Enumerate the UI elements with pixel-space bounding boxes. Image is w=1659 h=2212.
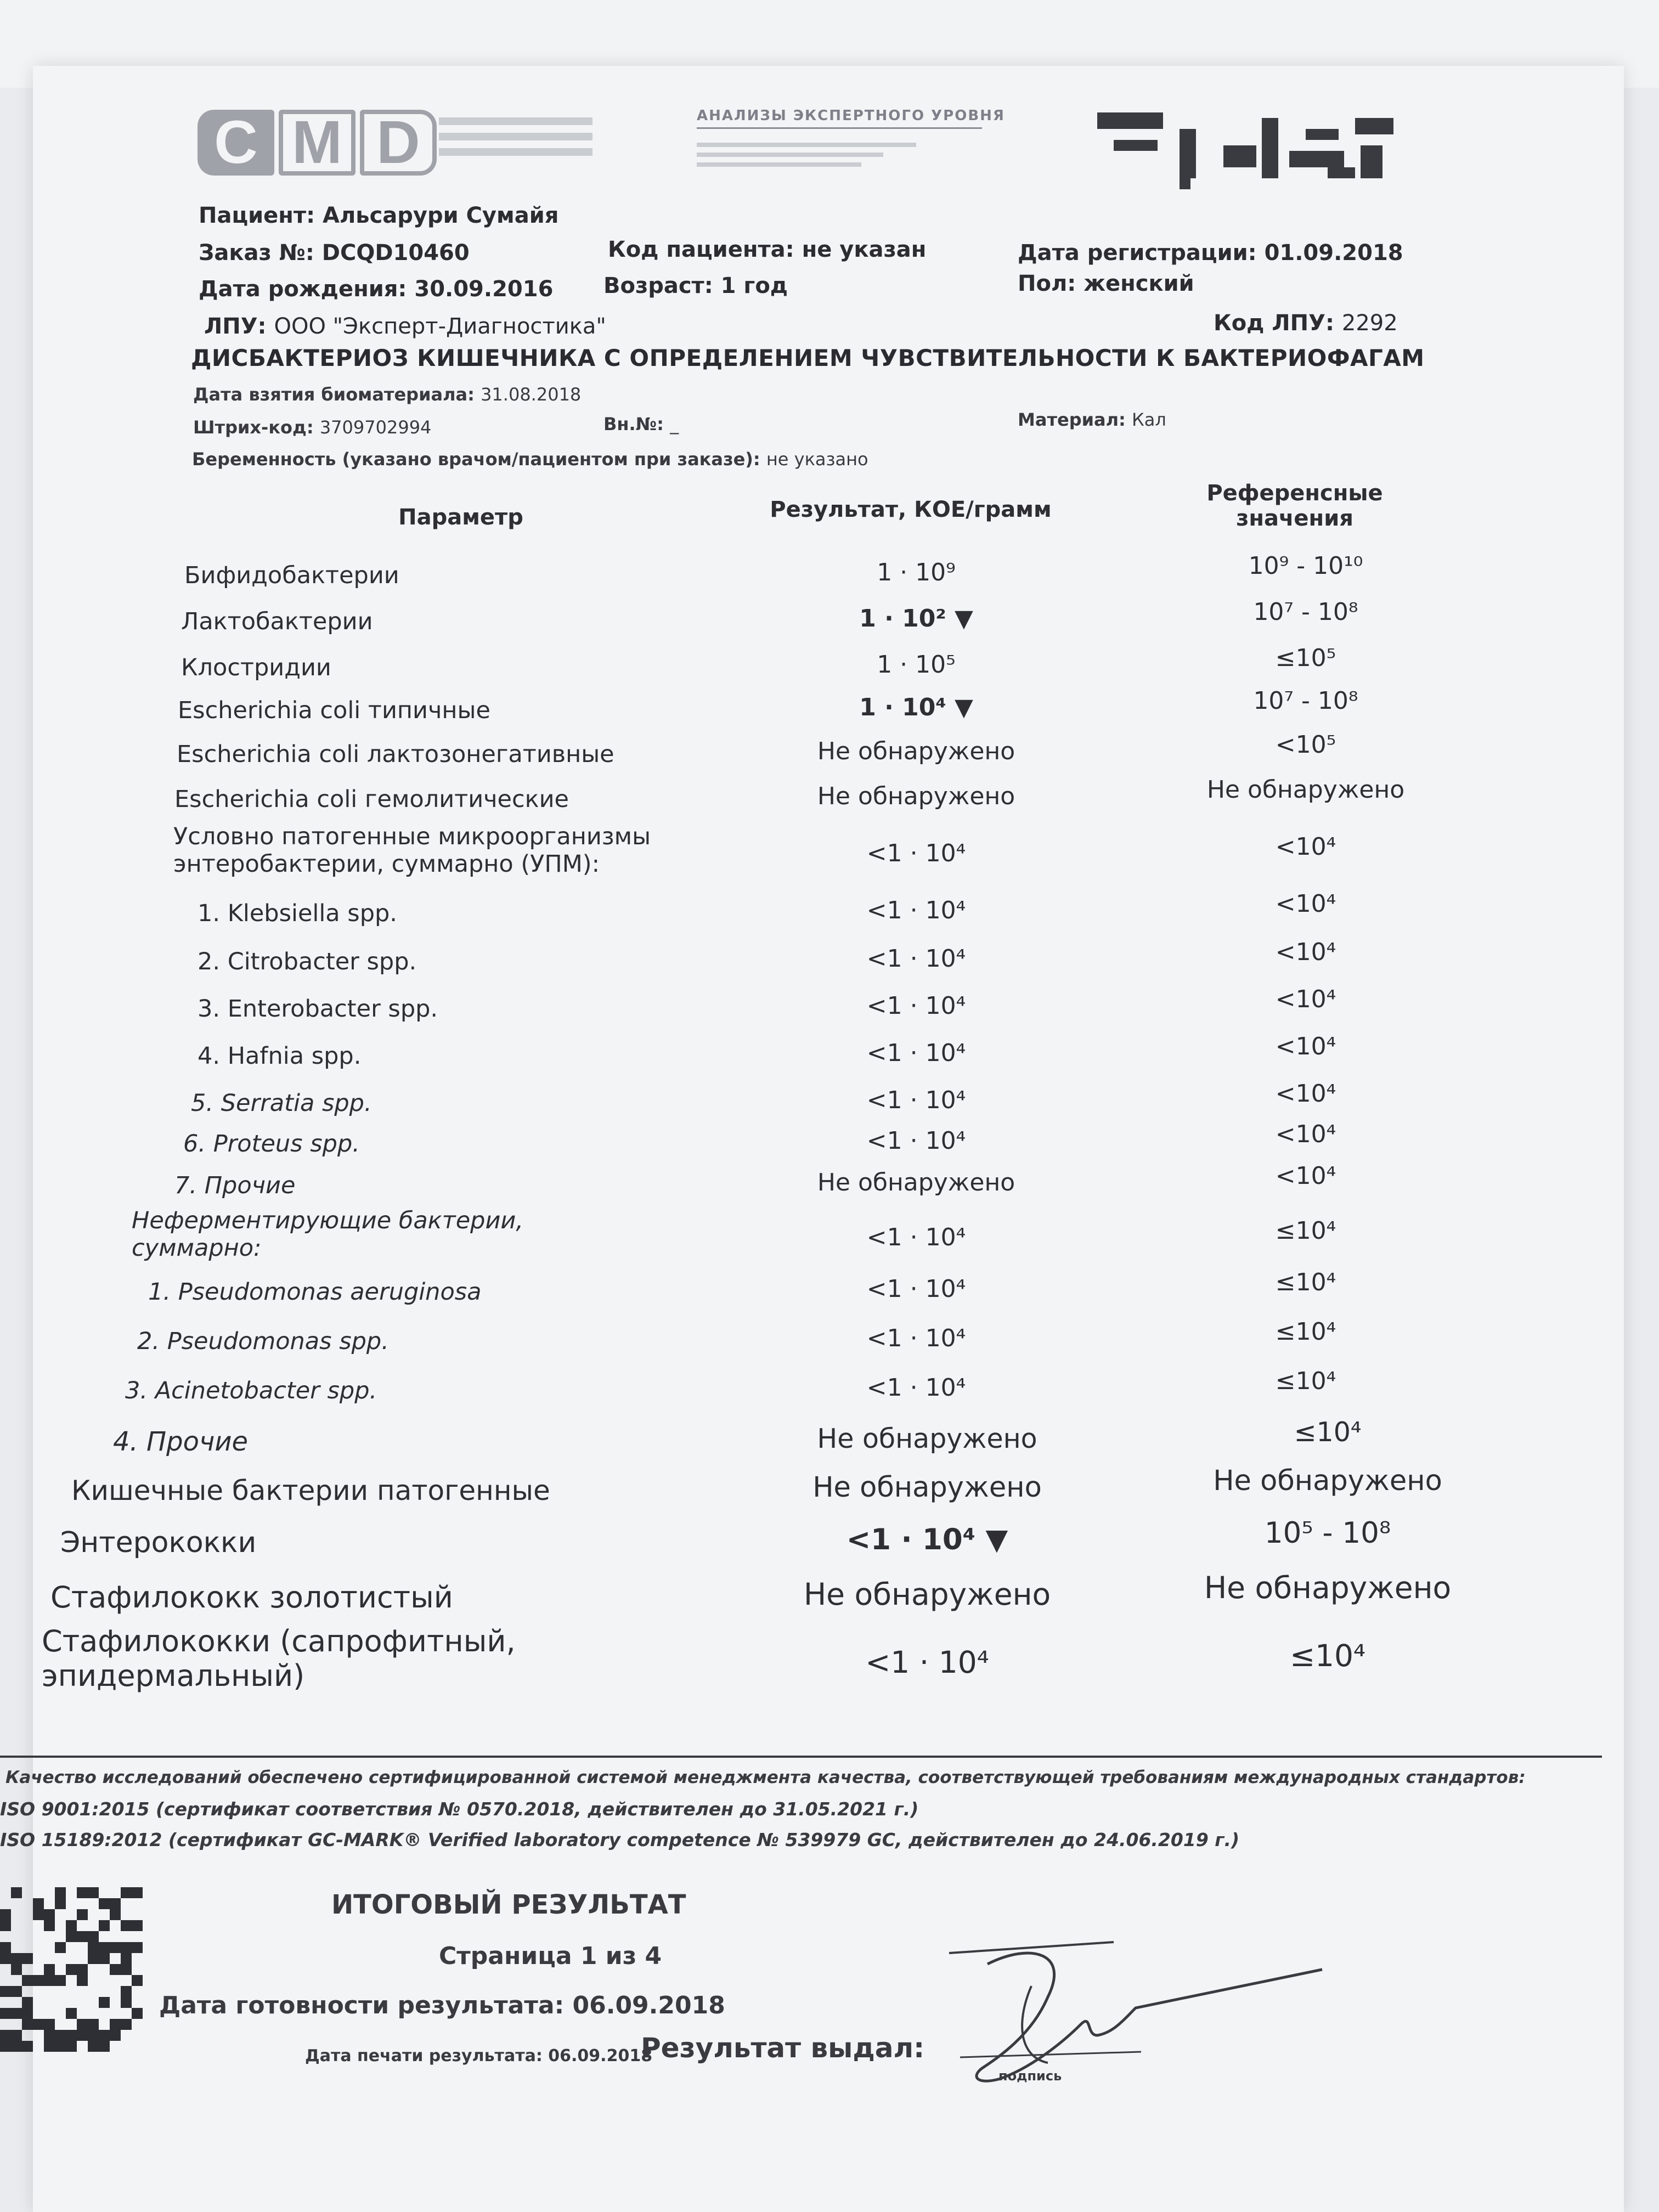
issued-by-label: Результат выдал: (641, 2032, 925, 2064)
row-17-parameter: 2. Pseudomonas spp. (137, 1328, 389, 1355)
summary-title: ИТОГОВЫЙ РЕЗУЛЬТАТ (331, 1889, 686, 1920)
row-21-result: <1 · 10⁴ ▼ (846, 1523, 1008, 1556)
row-18-reference: ≤10⁴ (1275, 1367, 1336, 1395)
print-date-row: Дата печати результата: 06.09.2018 (305, 2046, 653, 2066)
row-18-result: <1 · 10⁴ (866, 1374, 966, 1402)
row-1-reference: 10⁹ - 10¹⁰ (1248, 552, 1363, 580)
row-14-reference: <10⁴ (1275, 1162, 1336, 1190)
row-19-result: Не обнаружено (817, 1423, 1037, 1454)
row-4-parameter: Escherichia coli типичные (178, 697, 490, 724)
row-19-parameter: 4. Прочие (113, 1426, 249, 1457)
row-4-result: 1 · 10⁴ ▼ (859, 693, 973, 721)
row-22-parameter: Стафилококк золотистый (50, 1580, 453, 1615)
row-1-result: 1 · 10⁹ (877, 558, 956, 586)
age-value: 1 год (720, 273, 788, 298)
logo-letter-m: M (279, 110, 356, 176)
row-3-parameter: Клостридии (181, 654, 331, 681)
row-16-result: <1 · 10⁴ (866, 1275, 966, 1303)
row-1-parameter: Бифидобактерии (184, 562, 399, 589)
barcode-number: 3709702994 (319, 417, 432, 438)
sex-value: женский (1084, 271, 1194, 296)
row-15-reference: ≤10⁴ (1275, 1217, 1336, 1245)
row-14-parameter: 7. Прочие (174, 1172, 296, 1199)
quality-line-1: Качество исследований обеспечено сертифицированной системой менеджмента качества, соответствующей требованиям международных стандартов: (5, 1768, 1526, 1787)
patient-name-row: Пациент: Альсарури Сумайя (199, 203, 559, 228)
row-15-result: <1 · 10⁴ (866, 1223, 966, 1251)
page-number: Страница 1 из 4 (439, 1942, 662, 1970)
row-5-parameter: Escherichia coli лактозонегативные (177, 741, 614, 768)
sample-date-row: Дата взятия биоматериала: 31.08.2018 (193, 384, 582, 405)
row-12-result: <1 · 10⁴ (866, 1086, 966, 1114)
row-12-reference: <10⁴ (1275, 1080, 1336, 1108)
header-tagline: АНАЛИЗЫ ЭКСПЕРТНОГО УРОВНЯ (697, 108, 1005, 124)
registration-date: 01.09.2018 (1264, 240, 1403, 266)
row-13-result: <1 · 10⁴ (866, 1127, 966, 1155)
material-row: Материал: Кал (1018, 409, 1166, 430)
row-9-reference: <10⁴ (1275, 938, 1336, 966)
pregnancy-value: не указано (766, 449, 868, 470)
row-21-parameter: Энтерококки (60, 1526, 257, 1559)
patient-name: Альсарури Сумайя (323, 203, 559, 228)
row-3-reference: ≤10⁵ (1275, 644, 1336, 672)
ready-date-row: Дата готовности результата: 06.09.2018 (159, 1991, 725, 2019)
signature-icon (905, 1931, 1355, 2096)
pregnancy-row: Беременность (указано врачом/пациентом при заказе): не указано (192, 449, 868, 470)
lpu-name: ООО "Эксперт-Диагностика" (274, 314, 606, 339)
quality-line-2: ISO 9001:2015 (сертификат соответствия № 0570.2018, действителен до 31.05.2021 г.) (0, 1798, 919, 1820)
tagline-underline (697, 127, 982, 129)
row-4-reference: 10⁷ - 10⁸ (1253, 687, 1358, 715)
lpu-code-row: Код ЛПУ: 2292 (1214, 311, 1398, 336)
row-3-result: 1 · 10⁵ (877, 651, 956, 679)
patient-code: не указан (802, 237, 927, 262)
row-20-result: Не обнаружено (812, 1471, 1042, 1504)
barcode-row: Штрих-код: 3709702994 (193, 417, 432, 438)
row-17-reference: ≤10⁴ (1275, 1318, 1336, 1346)
quality-line-3: ISO 15189:2012 (сертификат GC-MARK® Verified laboratory competence № 539979 GC, действителен до 24.06.2019 г.) (0, 1829, 1240, 1850)
lpu-row: ЛПУ: ООО "Эксперт-Диагностика" (204, 314, 606, 339)
age-row: Возраст: 1 год (603, 273, 788, 298)
row-11-parameter: 4. Hafnia spp. (198, 1042, 362, 1070)
row-10-parameter: 3. Enterobacter spp. (198, 995, 438, 1023)
th-result: Результат, КОЕ/грамм (770, 497, 1052, 522)
row-19-reference: ≤10⁴ (1294, 1417, 1362, 1448)
row-18-parameter: 3. Acinetobacter spp. (125, 1377, 377, 1404)
order-row: Заказ №: DCQD10460 (199, 240, 470, 266)
row-12-parameter: 5. Serratia spp. (191, 1090, 372, 1117)
row-11-result: <1 · 10⁴ (866, 1039, 966, 1067)
print-date: 06.09.2018 (548, 2046, 653, 2066)
row-20-reference: Не обнаружено (1213, 1465, 1442, 1497)
row-14-result: Не обнаружено (817, 1169, 1015, 1197)
registration-row: Дата регистрации: 01.09.2018 (1018, 240, 1403, 266)
footer-divider (0, 1756, 1602, 1758)
row-8-parameter: 1. Klebsiella spp. (198, 900, 397, 927)
row-23-parameter: Стафилококки (сапрофитный, эпидермальный) (42, 1624, 516, 1693)
tagline-faded-text (697, 137, 916, 172)
row-8-result: <1 · 10⁴ (866, 896, 966, 924)
sample-date: 31.08.2018 (481, 384, 582, 405)
birth-date: 30.09.2016 (414, 276, 554, 302)
row-10-result: <1 · 10⁴ (866, 992, 966, 1020)
row-2-reference: 10⁷ - 10⁸ (1253, 598, 1358, 626)
row-22-reference: Не обнаружено (1204, 1570, 1452, 1605)
row-6-parameter: Escherichia coli гемолитические (174, 786, 569, 813)
row-21-reference: 10⁵ - 10⁸ (1264, 1516, 1391, 1550)
row-5-result: Не обнаружено (817, 737, 1015, 765)
row-2-parameter: Лактобактерии (181, 608, 373, 635)
logo-letter-d: D (360, 110, 437, 176)
sex-row: Пол: женский (1018, 271, 1194, 296)
row-9-parameter: 2. Citrobacter spp. (198, 948, 417, 975)
row-23-result: <1 · 10⁴ (865, 1645, 989, 1680)
row-15-parameter: Неферментирующие бактерии, суммарно: (132, 1207, 524, 1262)
th-reference: Референсные значения (1206, 481, 1383, 531)
order-number: DCQD10460 (321, 240, 470, 266)
row-7-parameter: Условно патогенные микроорганизмы энтеробактерии, суммарно (УПМ): (173, 823, 651, 878)
row-8-reference: <10⁴ (1275, 890, 1336, 918)
row-7-result: <1 · 10⁴ (866, 839, 966, 867)
row-5-reference: <10⁵ (1275, 731, 1336, 759)
signature-caption: подпись (998, 2068, 1062, 2084)
row-6-result: Не обнаружено (817, 782, 1015, 810)
row-16-parameter: 1. Pseudomonas aeruginosa (148, 1278, 482, 1306)
row-17-result: <1 · 10⁴ (866, 1324, 966, 1352)
row-11-reference: <10⁴ (1275, 1032, 1336, 1060)
row-20-parameter: Кишечные бактерии патогенные (71, 1475, 550, 1506)
material-value: Кал (1131, 409, 1166, 430)
header-barcode-icon (1097, 96, 1404, 195)
row-13-parameter: 6. Proteus spp. (183, 1130, 360, 1158)
birth-row: Дата рождения: 30.09.2016 (199, 276, 554, 302)
row-16-reference: ≤10⁴ (1275, 1268, 1336, 1296)
row-9-result: <1 · 10⁴ (866, 945, 966, 973)
row-2-result: 1 · 10² ▼ (859, 605, 973, 633)
row-6-reference: Не обнаружено (1206, 776, 1405, 804)
lpu-code: 2292 (1341, 311, 1398, 336)
row-23-reference: ≤10⁴ (1289, 1638, 1366, 1673)
th-parameter: Параметр (398, 505, 523, 530)
logo-letter-c: C (198, 110, 274, 176)
row-22-result: Не обнаружено (803, 1577, 1051, 1612)
ready-date: 06.09.2018 (572, 1991, 725, 2019)
test-title: ДИСБАКТЕРИОЗ КИШЕЧНИКА С ОПРЕДЕЛЕНИЕМ ЧУВСТВИТЕЛЬНОСТИ К БАКТЕРИОФАГАМ (191, 345, 1425, 371)
qr-code-icon (0, 1887, 143, 2052)
cmd-logo (198, 110, 441, 187)
row-10-reference: <10⁴ (1275, 985, 1336, 1013)
patient-code-row: Код пациента: не указан (608, 237, 927, 262)
logo-faded-text (439, 110, 603, 170)
ext-number-row: Вн.№: _ (603, 414, 679, 435)
row-13-reference: <10⁴ (1275, 1120, 1336, 1148)
row-7-reference: <10⁴ (1275, 833, 1336, 861)
